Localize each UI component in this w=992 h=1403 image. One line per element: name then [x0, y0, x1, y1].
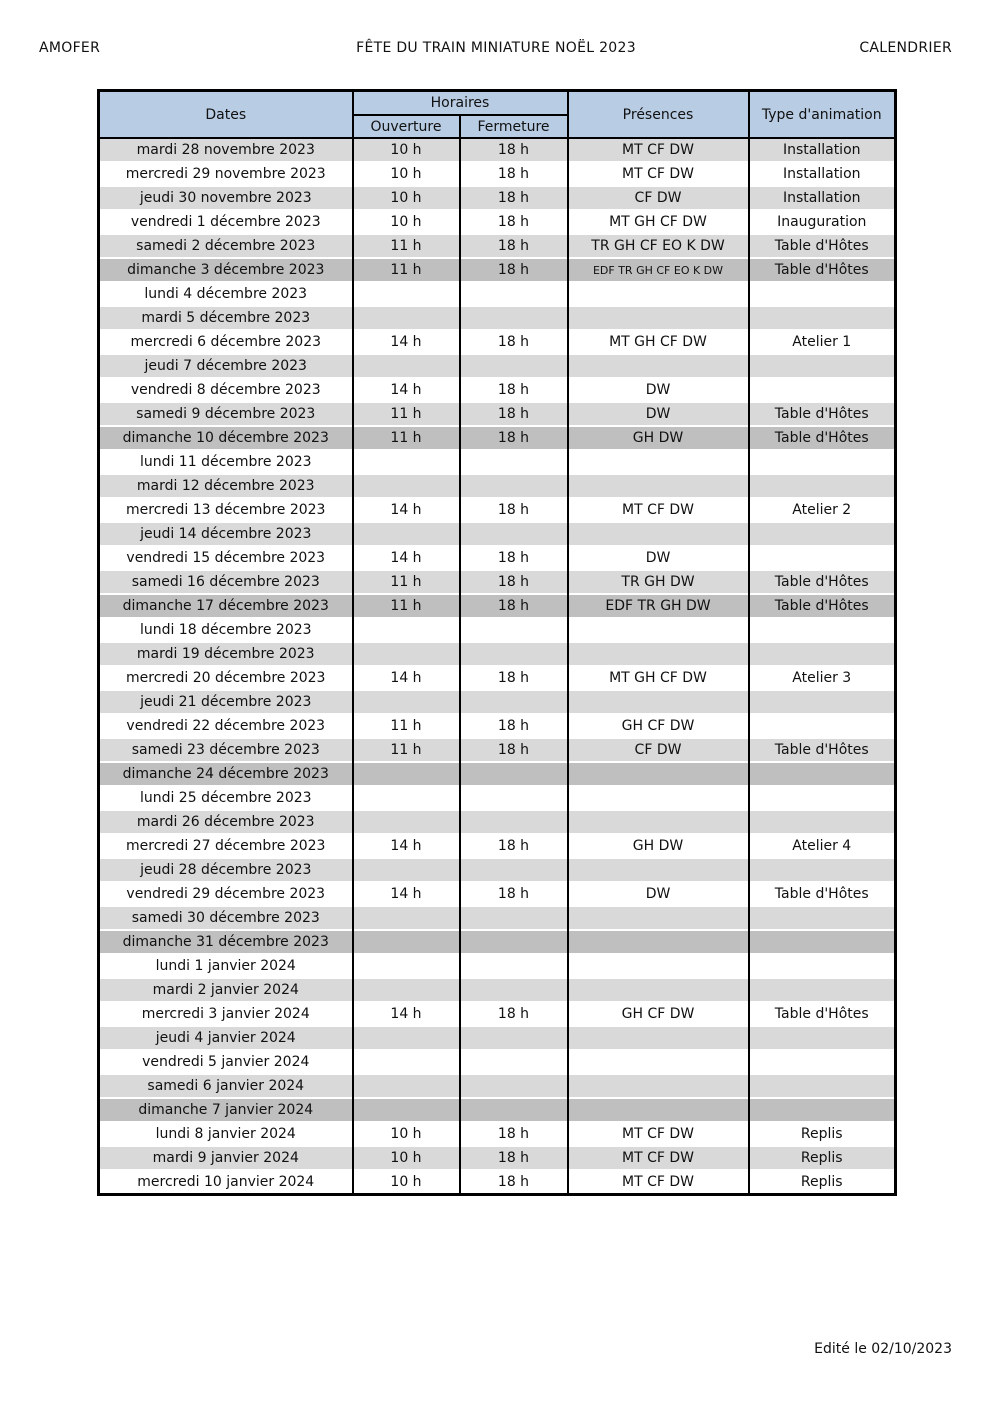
cell-animation-type: Table d'Hôtes: [749, 1002, 896, 1026]
cell-opening: [353, 282, 460, 306]
cell-animation-type: Installation: [749, 138, 896, 162]
cell-presences: [568, 1098, 749, 1122]
table-row: [99, 1026, 896, 1050]
cell-opening: 11 h: [353, 570, 460, 594]
cell-presences: EDF TR GH DW: [568, 594, 749, 618]
cell-closing: [460, 858, 568, 882]
cell-closing: 18 h: [460, 834, 568, 858]
col-header-horaires: Horaires: [353, 91, 568, 116]
cell-animation-type: [749, 306, 896, 330]
table-row: [99, 162, 896, 186]
table-row: [99, 762, 896, 786]
cell-date: vendredi 29 décembre 2023: [99, 882, 353, 906]
cell-presences: MT CF DW: [568, 138, 749, 162]
cell-animation-type: Atelier 3: [749, 666, 896, 690]
cell-opening: [353, 858, 460, 882]
cell-animation-type: Atelier 2: [749, 498, 896, 522]
cell-animation-type: [749, 930, 896, 954]
org-name: AMOFER: [39, 40, 101, 56]
cell-presences: [568, 762, 749, 786]
table-row: [99, 306, 896, 330]
cell-closing: 18 h: [460, 498, 568, 522]
cell-animation-type: [749, 378, 896, 402]
cell-opening: [353, 474, 460, 498]
cell-opening: [353, 1098, 460, 1122]
cell-animation-type: [749, 714, 896, 738]
cell-animation-type: [749, 1026, 896, 1050]
table-row: [99, 186, 896, 210]
cell-closing: 18 h: [460, 882, 568, 906]
cell-date: mercredi 13 décembre 2023: [99, 498, 353, 522]
cell-animation-type: [749, 810, 896, 834]
cell-presences: [568, 858, 749, 882]
cell-presences: [568, 474, 749, 498]
cell-presences: MT CF DW: [568, 1122, 749, 1146]
cell-animation-type: Table d'Hôtes: [749, 402, 896, 426]
cell-presences: MT GH CF DW: [568, 330, 749, 354]
table-row: [99, 138, 896, 162]
cell-opening: 14 h: [353, 882, 460, 906]
cell-animation-type: Table d'Hôtes: [749, 426, 896, 450]
cell-animation-type: Table d'Hôtes: [749, 882, 896, 906]
table-row: [99, 402, 896, 426]
cell-closing: 18 h: [460, 138, 568, 162]
cell-date: jeudi 28 décembre 2023: [99, 858, 353, 882]
table-row: [99, 690, 896, 714]
cell-date: jeudi 7 décembre 2023: [99, 354, 353, 378]
cell-closing: [460, 954, 568, 978]
col-header-dates: Dates: [99, 91, 353, 139]
cell-date: mardi 12 décembre 2023: [99, 474, 353, 498]
cell-closing: 18 h: [460, 570, 568, 594]
cell-date: samedi 9 décembre 2023: [99, 402, 353, 426]
cell-date: jeudi 4 janvier 2024: [99, 1026, 353, 1050]
cell-presences: [568, 642, 749, 666]
table-row: [99, 594, 896, 618]
col-header-type: Type d'animation: [749, 91, 896, 139]
cell-closing: 18 h: [460, 402, 568, 426]
cell-animation-type: Inauguration: [749, 210, 896, 234]
table-row: [99, 954, 896, 978]
cell-closing: 18 h: [460, 738, 568, 762]
cell-opening: [353, 810, 460, 834]
cell-closing: [460, 978, 568, 1002]
cell-closing: 18 h: [460, 258, 568, 282]
cell-closing: [460, 474, 568, 498]
cell-date: mercredi 6 décembre 2023: [99, 330, 353, 354]
cell-opening: [353, 450, 460, 474]
cell-opening: 11 h: [353, 426, 460, 450]
schedule-table: [97, 89, 897, 1196]
cell-closing: [460, 690, 568, 714]
table-row: [99, 1098, 896, 1122]
cell-closing: 18 h: [460, 186, 568, 210]
cell-animation-type: [749, 522, 896, 546]
cell-presences: TR GH CF EO K DW: [568, 234, 749, 258]
cell-closing: 18 h: [460, 594, 568, 618]
cell-animation-type: Installation: [749, 162, 896, 186]
cell-date: mardi 28 novembre 2023: [99, 138, 353, 162]
cell-animation-type: Table d'Hôtes: [749, 594, 896, 618]
cell-closing: [460, 306, 568, 330]
table-row: [99, 1146, 896, 1170]
table-row: [99, 666, 896, 690]
cell-opening: [353, 306, 460, 330]
document-title: FÊTE DU TRAIN MINIATURE NOËL 2023: [356, 40, 636, 56]
cell-opening: [353, 642, 460, 666]
cell-closing: [460, 522, 568, 546]
cell-opening: 10 h: [353, 210, 460, 234]
cell-date: dimanche 10 décembre 2023: [99, 426, 353, 450]
cell-opening: 11 h: [353, 258, 460, 282]
cell-animation-type: [749, 978, 896, 1002]
cell-presences: [568, 786, 749, 810]
cell-closing: 18 h: [460, 330, 568, 354]
cell-presences: [568, 906, 749, 930]
cell-animation-type: Replis: [749, 1170, 896, 1195]
cell-presences: MT CF DW: [568, 498, 749, 522]
cell-opening: 10 h: [353, 162, 460, 186]
cell-opening: [353, 954, 460, 978]
cell-date: dimanche 17 décembre 2023: [99, 594, 353, 618]
cell-opening: 14 h: [353, 378, 460, 402]
cell-animation-type: Installation: [749, 186, 896, 210]
cell-opening: 11 h: [353, 738, 460, 762]
cell-animation-type: Table d'Hôtes: [749, 738, 896, 762]
cell-date: mercredi 27 décembre 2023: [99, 834, 353, 858]
cell-animation-type: [749, 354, 896, 378]
cell-opening: 11 h: [353, 234, 460, 258]
cell-animation-type: [749, 1050, 896, 1074]
cell-presences: [568, 810, 749, 834]
cell-animation-type: [749, 642, 896, 666]
cell-presences: [568, 618, 749, 642]
cell-date: mardi 9 janvier 2024: [99, 1146, 353, 1170]
cell-date: vendredi 5 janvier 2024: [99, 1050, 353, 1074]
table-row: [99, 354, 896, 378]
cell-closing: [460, 1074, 568, 1098]
cell-presences: [568, 978, 749, 1002]
cell-opening: [353, 930, 460, 954]
cell-date: lundi 8 janvier 2024: [99, 1122, 353, 1146]
cell-date: samedi 23 décembre 2023: [99, 738, 353, 762]
cell-presences: [568, 1026, 749, 1050]
cell-opening: 10 h: [353, 138, 460, 162]
cell-animation-type: Table d'Hôtes: [749, 570, 896, 594]
cell-closing: [460, 1050, 568, 1074]
cell-animation-type: [749, 546, 896, 570]
cell-date: vendredi 22 décembre 2023: [99, 714, 353, 738]
table-row: [99, 426, 896, 450]
cell-presences: [568, 954, 749, 978]
cell-opening: 10 h: [353, 1146, 460, 1170]
cell-animation-type: [749, 1074, 896, 1098]
cell-animation-type: [749, 474, 896, 498]
cell-opening: 11 h: [353, 714, 460, 738]
table-row: [99, 378, 896, 402]
table-row: [99, 234, 896, 258]
cell-animation-type: [749, 858, 896, 882]
cell-presences: GH CF DW: [568, 714, 749, 738]
cell-closing: 18 h: [460, 210, 568, 234]
cell-animation-type: [749, 282, 896, 306]
cell-closing: 18 h: [460, 1170, 568, 1195]
cell-date: mardi 2 janvier 2024: [99, 978, 353, 1002]
col-header-fermeture: Fermeture: [460, 115, 568, 138]
cell-closing: 18 h: [460, 378, 568, 402]
cell-presences: MT CF DW: [568, 1146, 749, 1170]
table-row: [99, 978, 896, 1002]
cell-presences: [568, 354, 749, 378]
cell-date: lundi 25 décembre 2023: [99, 786, 353, 810]
cell-date: dimanche 31 décembre 2023: [99, 930, 353, 954]
cell-date: mercredi 29 novembre 2023: [99, 162, 353, 186]
cell-presences: MT CF DW: [568, 162, 749, 186]
cell-closing: 18 h: [460, 714, 568, 738]
cell-presences: [568, 1074, 749, 1098]
cell-animation-type: [749, 618, 896, 642]
cell-animation-type: [749, 786, 896, 810]
cell-opening: 10 h: [353, 186, 460, 210]
cell-animation-type: [749, 450, 896, 474]
cell-presences: DW: [568, 882, 749, 906]
cell-date: mercredi 10 janvier 2024: [99, 1170, 353, 1195]
cell-animation-type: [749, 906, 896, 930]
cell-presences: [568, 306, 749, 330]
cell-presences: [568, 1050, 749, 1074]
cell-closing: [460, 906, 568, 930]
table-row: [99, 522, 896, 546]
cell-closing: 18 h: [460, 666, 568, 690]
table-row: [99, 1170, 896, 1195]
cell-date: vendredi 8 décembre 2023: [99, 378, 353, 402]
cell-presences: [568, 282, 749, 306]
cell-opening: [353, 522, 460, 546]
cell-presences: [568, 450, 749, 474]
cell-closing: 18 h: [460, 234, 568, 258]
cell-animation-type: Replis: [749, 1146, 896, 1170]
cell-animation-type: [749, 690, 896, 714]
cell-closing: 18 h: [460, 1122, 568, 1146]
table-row: [99, 834, 896, 858]
document-type: CALENDRIER: [859, 40, 952, 56]
cell-presences: CF DW: [568, 738, 749, 762]
cell-animation-type: [749, 762, 896, 786]
cell-presences: CF DW: [568, 186, 749, 210]
cell-presences: DW: [568, 546, 749, 570]
table-row: [99, 642, 896, 666]
cell-closing: 18 h: [460, 1146, 568, 1170]
table-row: [99, 210, 896, 234]
table-row: [99, 882, 896, 906]
cell-opening: 14 h: [353, 666, 460, 690]
cell-opening: [353, 618, 460, 642]
table-row: [99, 330, 896, 354]
cell-date: mercredi 3 janvier 2024: [99, 1002, 353, 1026]
cell-closing: [460, 786, 568, 810]
cell-closing: [460, 762, 568, 786]
cell-date: samedi 30 décembre 2023: [99, 906, 353, 930]
cell-opening: [353, 690, 460, 714]
cell-opening: 14 h: [353, 1002, 460, 1026]
cell-date: lundi 4 décembre 2023: [99, 282, 353, 306]
cell-date: lundi 18 décembre 2023: [99, 618, 353, 642]
cell-presences: [568, 930, 749, 954]
cell-presences: GH DW: [568, 426, 749, 450]
cell-closing: 18 h: [460, 162, 568, 186]
cell-presences: DW: [568, 378, 749, 402]
cell-closing: [460, 810, 568, 834]
cell-animation-type: [749, 954, 896, 978]
schedule-body: [99, 138, 896, 1195]
table-row: [99, 450, 896, 474]
cell-presences: EDF TR GH CF EO K DW: [568, 258, 749, 282]
cell-date: mardi 5 décembre 2023: [99, 306, 353, 330]
cell-presences: MT CF DW: [568, 1170, 749, 1195]
table-row: [99, 1050, 896, 1074]
col-header-ouverture: Ouverture: [353, 115, 460, 138]
cell-presences: TR GH DW: [568, 570, 749, 594]
cell-date: jeudi 30 novembre 2023: [99, 186, 353, 210]
table-row: [99, 858, 896, 882]
table-row: [99, 906, 896, 930]
cell-opening: [353, 1026, 460, 1050]
cell-closing: [460, 282, 568, 306]
cell-opening: [353, 354, 460, 378]
cell-opening: [353, 978, 460, 1002]
cell-date: jeudi 14 décembre 2023: [99, 522, 353, 546]
cell-animation-type: Atelier 1: [749, 330, 896, 354]
cell-closing: 18 h: [460, 1002, 568, 1026]
table-row: [99, 930, 896, 954]
table-row: [99, 1002, 896, 1026]
cell-closing: [460, 1026, 568, 1050]
col-header-presences: Présences: [568, 91, 749, 139]
cell-presences: [568, 690, 749, 714]
cell-date: samedi 16 décembre 2023: [99, 570, 353, 594]
cell-date: dimanche 7 janvier 2024: [99, 1098, 353, 1122]
cell-closing: 18 h: [460, 546, 568, 570]
cell-animation-type: Table d'Hôtes: [749, 258, 896, 282]
cell-date: vendredi 15 décembre 2023: [99, 546, 353, 570]
cell-opening: 14 h: [353, 546, 460, 570]
cell-opening: 10 h: [353, 1122, 460, 1146]
table-row: [99, 1122, 896, 1146]
table-row: [99, 474, 896, 498]
cell-date: dimanche 24 décembre 2023: [99, 762, 353, 786]
cell-date: lundi 11 décembre 2023: [99, 450, 353, 474]
table-row: [99, 618, 896, 642]
cell-opening: [353, 1050, 460, 1074]
cell-closing: 18 h: [460, 426, 568, 450]
cell-animation-type: [749, 1098, 896, 1122]
cell-date: vendredi 1 décembre 2023: [99, 210, 353, 234]
cell-opening: [353, 906, 460, 930]
cell-presences: DW: [568, 402, 749, 426]
cell-opening: [353, 1074, 460, 1098]
cell-closing: [460, 354, 568, 378]
cell-closing: [460, 450, 568, 474]
cell-opening: 10 h: [353, 1170, 460, 1195]
cell-date: mardi 19 décembre 2023: [99, 642, 353, 666]
table-row: [99, 1074, 896, 1098]
cell-presences: GH CF DW: [568, 1002, 749, 1026]
cell-date: mardi 26 décembre 2023: [99, 810, 353, 834]
table-row: [99, 786, 896, 810]
edited-date: Edité le 02/10/2023: [814, 1341, 952, 1357]
cell-opening: 14 h: [353, 498, 460, 522]
cell-animation-type: Table d'Hôtes: [749, 234, 896, 258]
cell-date: mercredi 20 décembre 2023: [99, 666, 353, 690]
cell-opening: [353, 786, 460, 810]
table-row: [99, 570, 896, 594]
table-row: [99, 546, 896, 570]
cell-presences: [568, 522, 749, 546]
cell-opening: 11 h: [353, 402, 460, 426]
cell-opening: 14 h: [353, 330, 460, 354]
cell-opening: 14 h: [353, 834, 460, 858]
cell-closing: [460, 930, 568, 954]
table-row: [99, 810, 896, 834]
cell-date: dimanche 3 décembre 2023: [99, 258, 353, 282]
table-row: [99, 258, 896, 282]
cell-date: jeudi 21 décembre 2023: [99, 690, 353, 714]
cell-closing: [460, 642, 568, 666]
cell-date: samedi 6 janvier 2024: [99, 1074, 353, 1098]
cell-closing: [460, 618, 568, 642]
table-row: [99, 498, 896, 522]
cell-date: samedi 2 décembre 2023: [99, 234, 353, 258]
table-row: [99, 282, 896, 306]
cell-opening: [353, 762, 460, 786]
table-row: [99, 738, 896, 762]
cell-presences: GH DW: [568, 834, 749, 858]
cell-animation-type: Atelier 4: [749, 834, 896, 858]
cell-presences: MT GH CF DW: [568, 210, 749, 234]
cell-presences: MT GH CF DW: [568, 666, 749, 690]
cell-opening: 11 h: [353, 594, 460, 618]
cell-closing: [460, 1098, 568, 1122]
table-row: [99, 714, 896, 738]
cell-date: lundi 1 janvier 2024: [99, 954, 353, 978]
cell-animation-type: Replis: [749, 1122, 896, 1146]
